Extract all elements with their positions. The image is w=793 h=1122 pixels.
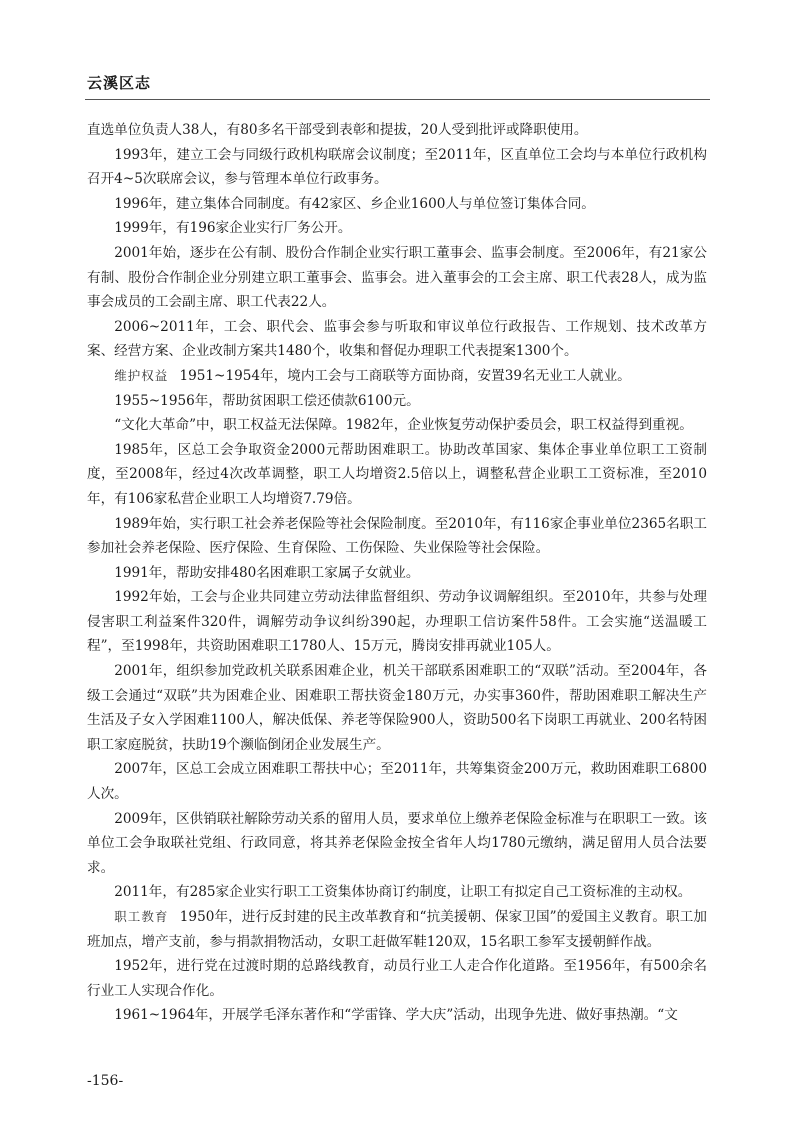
paragraph-text: 1955~1956年，帮助贫困职工偿还债款6100元。 xyxy=(114,392,420,409)
paragraph-text: 2011年，有285家企业实行职工工资集体协商订约制度，让职工有拟定自己工资标准的主动权。 xyxy=(114,884,692,901)
paragraph-text: 1989年始，实行职工社会养老保险等社会保险制度。至2010年，有116家企事业单位2365名职工参加社会养老保险、医疗保险、生育保险、工伤保险、失业保险等社会保险。 xyxy=(87,515,707,557)
section-keyword: 维护权益 xyxy=(114,367,169,383)
paragraph xyxy=(87,585,707,659)
paragraph-text: 2009年，区供销联社解除劳动关系的留用人员，要求单位上缴养老保险金标准与在职职工一致。该单位工会争取联社党组、行政同意，将其养老保险金按全省年人均1780元缴纳，满足留用人员合法要求。 xyxy=(87,810,707,876)
paragraph-text: 2001年，组织参加党政机关联系困难企业，机关干部联系困难职工的“双联”活动。至2004年，各级工会通过“双联”共为困难企业、困难职工帮扶资金180万元，办实事360件，帮助困难职工解决生产生活及子女入学困难1100人，解决低保、养老等保险900人，资助500名下岗职工再就业、200名特困职工家庭脱贫，扶助19个濒临倒闭企业发展生产。 xyxy=(87,663,707,753)
paragraph xyxy=(87,512,707,561)
paragraph xyxy=(87,241,707,315)
paragraph xyxy=(87,954,707,1003)
paragraph xyxy=(87,807,707,881)
header-rule xyxy=(85,99,710,100)
paragraph-text: “文化大革命”中，职工权益无法保障。1982年，企业恢复劳动保护委员会，职工权益得到重视。 xyxy=(114,417,693,434)
paragraph-text: 1996年，建立集体合同制度。有42家区、乡企业1600人与单位签订集体合同。 xyxy=(114,195,595,212)
paragraph xyxy=(87,561,707,586)
paragraph-text: 1991年，帮助安排480名困难职工家属子女就业。 xyxy=(114,564,420,581)
paragraph xyxy=(87,757,707,806)
paragraph xyxy=(87,192,707,217)
paragraph xyxy=(87,143,707,192)
paragraph xyxy=(87,905,707,954)
paragraph xyxy=(87,438,707,512)
paragraph-text: 1985年，区总工会争取资金2000元帮助困难职工。协助改革国家、集体企事业单位职工工资制度，至2008年，经过4次改革调整，职工人均增资2.5倍以上，调整私营企业职工工资标准，至2010年，有106家私营企业职工人均增资7.79倍。 xyxy=(87,441,707,507)
paragraph xyxy=(87,659,707,757)
paragraph xyxy=(87,389,707,414)
paragraph-text: 2007年，区总工会成立困难职工帮扶中心；至2011年，共筹集资金200万元，救助困难职工6800人次。 xyxy=(87,761,707,803)
paragraph-text: 直选单位负责人38人，有80多名干部受到表彰和提拔，20人受到批评或降职使用。 xyxy=(87,122,588,138)
paragraph-text: 2001年始，逐步在公有制、股份合作制企业实行职工董事会、监事会制度。至2006年，有21家公有制、股份合作制企业分别建立职工董事会、监事会。进入董事会的工会主席、职工代表28人，成为监事会成员的工会副主席、职工代表22人。 xyxy=(87,244,707,311)
paragraph-text: 1950年，进行反封建的民主改革教育和“抗美援朝、保家卫国”的爱国主义教育。职工加班加点，增产支前，参与捐款捐物活动，女职工赶做军鞋120双，15名职工参军支援朝鲜作战。 xyxy=(87,909,707,950)
paragraph xyxy=(87,1003,707,1028)
paragraph-text: 2006~2011年，工会、职代会、监事会参与听取和审议单位行政报告、工作规划、技术改革方案、经营方案、企业改制方案共1480个，收集和督促办理职工代表提案1300个。 xyxy=(87,318,707,360)
body-text xyxy=(87,118,707,1028)
paragraph xyxy=(87,216,707,241)
paragraph xyxy=(87,315,707,364)
paragraph-text: 1951~1954年，境内工会与工商联等方面协商，安置39名无业工人就业。 xyxy=(179,367,631,384)
running-header: 云溪区志 xyxy=(87,74,152,92)
paragraph xyxy=(87,413,707,438)
paragraph xyxy=(87,118,707,143)
paragraph-text: 1993年，建立工会与同级行政机构联席会议制度；至2011年，区直单位工会均与本单位行政机构召开4~5次联席会议，参与管理本单位行政事务。 xyxy=(87,146,707,188)
paragraph-text: 1952年，进行党在过渡时期的总路线教育，动员行业工人走合作化道路。至1956年，有500余名行业工人实现合作化。 xyxy=(87,958,707,999)
section-keyword: 职工教育 xyxy=(114,909,169,924)
paragraph-text: 1992年始，工会与企业共同建立劳动法律监督组织、劳动争议调解组织。至2010年，共参与处理侵害职工利益案件320件，调解劳动争议纠纷390起，办理职工信访案件58件。工会实施“送温暖工程”，至1998年，共资助困难职工1780人、15万元，腾岗安排再就业105人。 xyxy=(87,589,707,655)
paragraph xyxy=(87,364,707,389)
paragraph-text: 1961~1964年，开展学毛泽东著作和“学雷锋、学大庆”活动，出现争先进、做好事热潮。“文 xyxy=(114,1007,678,1024)
page-number: -156- xyxy=(87,1073,124,1089)
paragraph-text: 1999年，有196家企业实行厂务公开。 xyxy=(114,220,352,237)
paragraph xyxy=(87,880,707,905)
